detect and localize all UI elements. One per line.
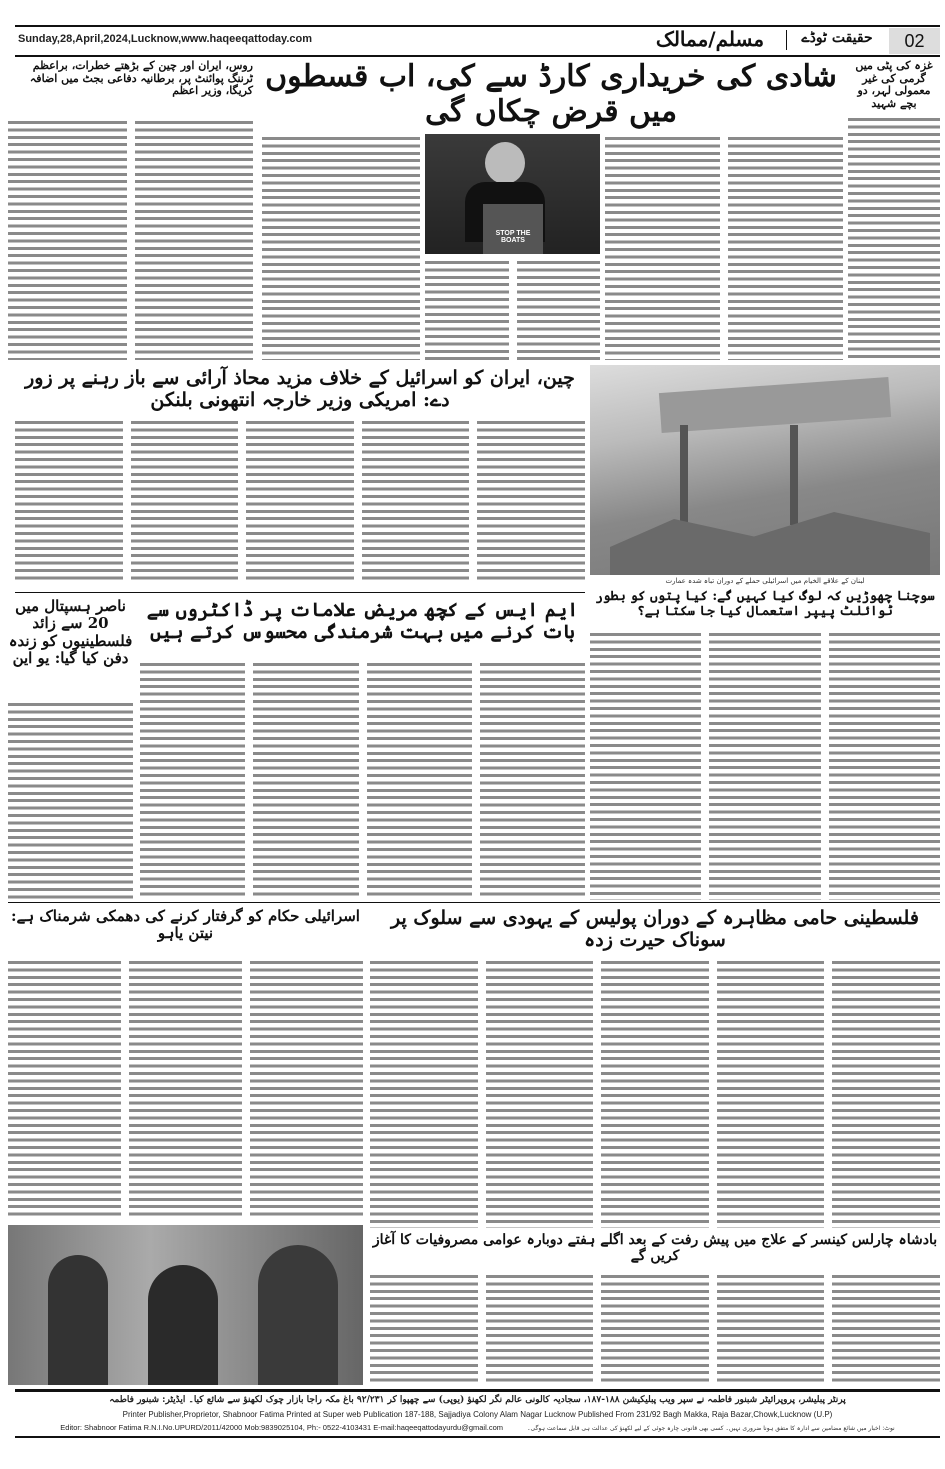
article-body-nasser [8,700,133,900]
person [148,1265,218,1385]
text-column [848,115,940,360]
text-column [246,418,354,584]
pillar [790,425,798,525]
text-column [486,958,594,1228]
headline-blinken: چین، ایران کو اسرائیل کے خلاف مزید محاذ آرائی سے باز رہنے پر زور دے: امریکی وزیر خارجہ انتھونی بلنکن [25,367,575,411]
headline-credit-card: شادی کی خریداری کارڈ سے کی، اب قسطوں میں قرض چکاں گی [265,59,837,129]
divider [786,30,787,50]
debris [610,505,930,575]
article-body-sunak [370,958,940,1228]
text-column [129,958,242,1220]
article-body-ms [140,660,585,900]
text-column [605,134,720,360]
page-number: 02 [889,28,940,54]
text-column [131,418,239,584]
text-column [370,1272,478,1385]
footer-bottom-row [15,1423,940,1433]
text-column [590,630,701,900]
headline-ms-patients: ایم ایس کے کچھ مریض علامات پر ڈاکٹروں سے بات کرنے میں بہت شرمندگی محسوس کرتے ہیں [146,599,579,643]
text-column [517,258,601,360]
article-body-leaves [590,630,940,900]
text-column [601,958,709,1228]
headline-netanyahu: اسرائیلی حکام کو گرفتار کرنے کی دھمکی شرمناک ہے: نیتن یاہو [11,907,360,943]
text-column [480,660,585,900]
text-column [832,958,940,1228]
person-head [485,142,525,184]
footer-editor-line: Editor: Shabnoor Fatima R.N.I.No.UPURD/2011/42000 Mob:9839025104, Ph:- 0522-4103431 E-mail:haqeeqattodayurdu@gmail.com [60,1423,503,1433]
text-column [15,418,123,584]
text-column [135,118,254,360]
text-column [140,660,245,900]
footer-urdu-imprint: پرنٹر پبلیشر، پروپرائیٹر شبنور فاطمہ نے سپر ویب پبلیکیشن ۱۸۸-۱۸۷، سجادیہ کالونی عالم نگر لکھنؤ (یوپی) سے چھپوا کر ۹۲/۲۳۱ باغ مکہ راجا بازار چوک لکھنؤ سے شائع کیا۔ ایڈیٹر: شبنور فاطمہ [109,1395,846,1405]
text-column [370,958,478,1228]
article-body-credit-card-2 [262,134,420,360]
photo-rubble-building [590,365,940,575]
pillar [680,425,688,525]
article-body-credit-card [605,134,843,360]
text-column [362,418,470,584]
date-line: Sunday,28,April,2024,Lucknow,www.haqeeqattoday.com [18,33,313,45]
text-column [253,660,358,900]
collapsed-slab [659,377,891,433]
article-body-gaza [848,115,940,360]
headline-king-charles: بادشاہ چارلس کینسر کے علاج میں پیش رفت کے بعد اگلے ہفتے دوبارہ عوامی مصروفیات کا آغاز کریں گے [372,1232,938,1265]
top-rule [15,25,940,27]
headline-russia-iran-china: روس، ایران اور چین کے بڑھتے خطرات، براعظم ٹرننگ پوائنٹ پر، برطانیہ دفاعی بجٹ میں اضافہ کریگا، وزیر اعظم [29,59,253,98]
photo-sunak-podium [425,134,600,254]
text-column [486,1272,594,1385]
caption-rubble: لبنان کے علاقے الخیام میں اسرائیلی حملے کے دوران تباہ شدہ عمارت [665,577,865,585]
text-column [477,418,585,584]
text-column [832,1272,940,1385]
text-column [262,134,420,360]
text-column [728,134,843,360]
article-body-blinken [15,418,585,584]
section-title: مسلم/ممالک [655,27,765,51]
photo-mothers-children [8,1225,363,1385]
text-column [8,700,133,900]
text-column [709,630,820,900]
text-column [8,958,121,1220]
text-column [717,1272,825,1385]
podium-sign: STOP THE BOATS [495,230,531,244]
person [48,1255,108,1385]
person [258,1245,338,1385]
headline-nasser-hospital: ناصر ہسپتال میں 20 سے زائد فلسطینیوں کو زندہ دفن کیا گیا: یو این [8,597,133,667]
text-column [829,630,940,900]
text-column [425,258,509,360]
article-body-netanyahu [8,958,363,1220]
divider [15,592,585,593]
masthead-rule [15,55,940,57]
paper-logo: حقیقت ٹوڈے [801,30,873,46]
text-column [250,958,363,1220]
text-column [367,660,472,900]
article-body-russia [8,118,253,360]
article-body-credit-card-3 [425,258,600,360]
footer-imprint [15,1389,940,1438]
headline-gaza-heat: غزہ کی پٹی میں گرمی کی غیر معمولی لہر، دو بچے شہید [855,59,933,110]
footer-english-imprint: Printer Publisher,Proprietor, Shabnoor Fatima Printed at Super web Publication 187-188, Sajjadiya Colony Alam Nagar Lucknow Published From 231/92 Bagh Makka, Raja Bazar,Chowk,Lucknow (U.P) [122,1409,833,1419]
text-column [8,118,127,360]
divider [8,902,940,903]
footer-disclaimer: نوٹ: اخبار میں شائع مضامین سے ادارہ کا متفق ہونا ضروری نہیں۔ کسی بھی قانونی چارہ جوئی کے لیے لکھنؤ کی عدالت ہی قابل سماعت ہوگی۔ [527,1425,895,1433]
podium [483,204,543,254]
text-column [601,1272,709,1385]
headline-leaves-toilet: سوچنا چھوڑیں کہ لوگ کیا کہیں گے: کیا پتوں کو بطور ٹوائلٹ پیپر استعمال کیا جا سکتا ہے؟ [595,589,935,619]
article-body-king-charles [370,1272,940,1385]
headline-sunak-police: فلسطینی حامی مظاہرہ کے دوران پولیس کے یہودی سے سلوک پر سوناک حیرت زدہ [391,907,919,951]
text-column [717,958,825,1228]
